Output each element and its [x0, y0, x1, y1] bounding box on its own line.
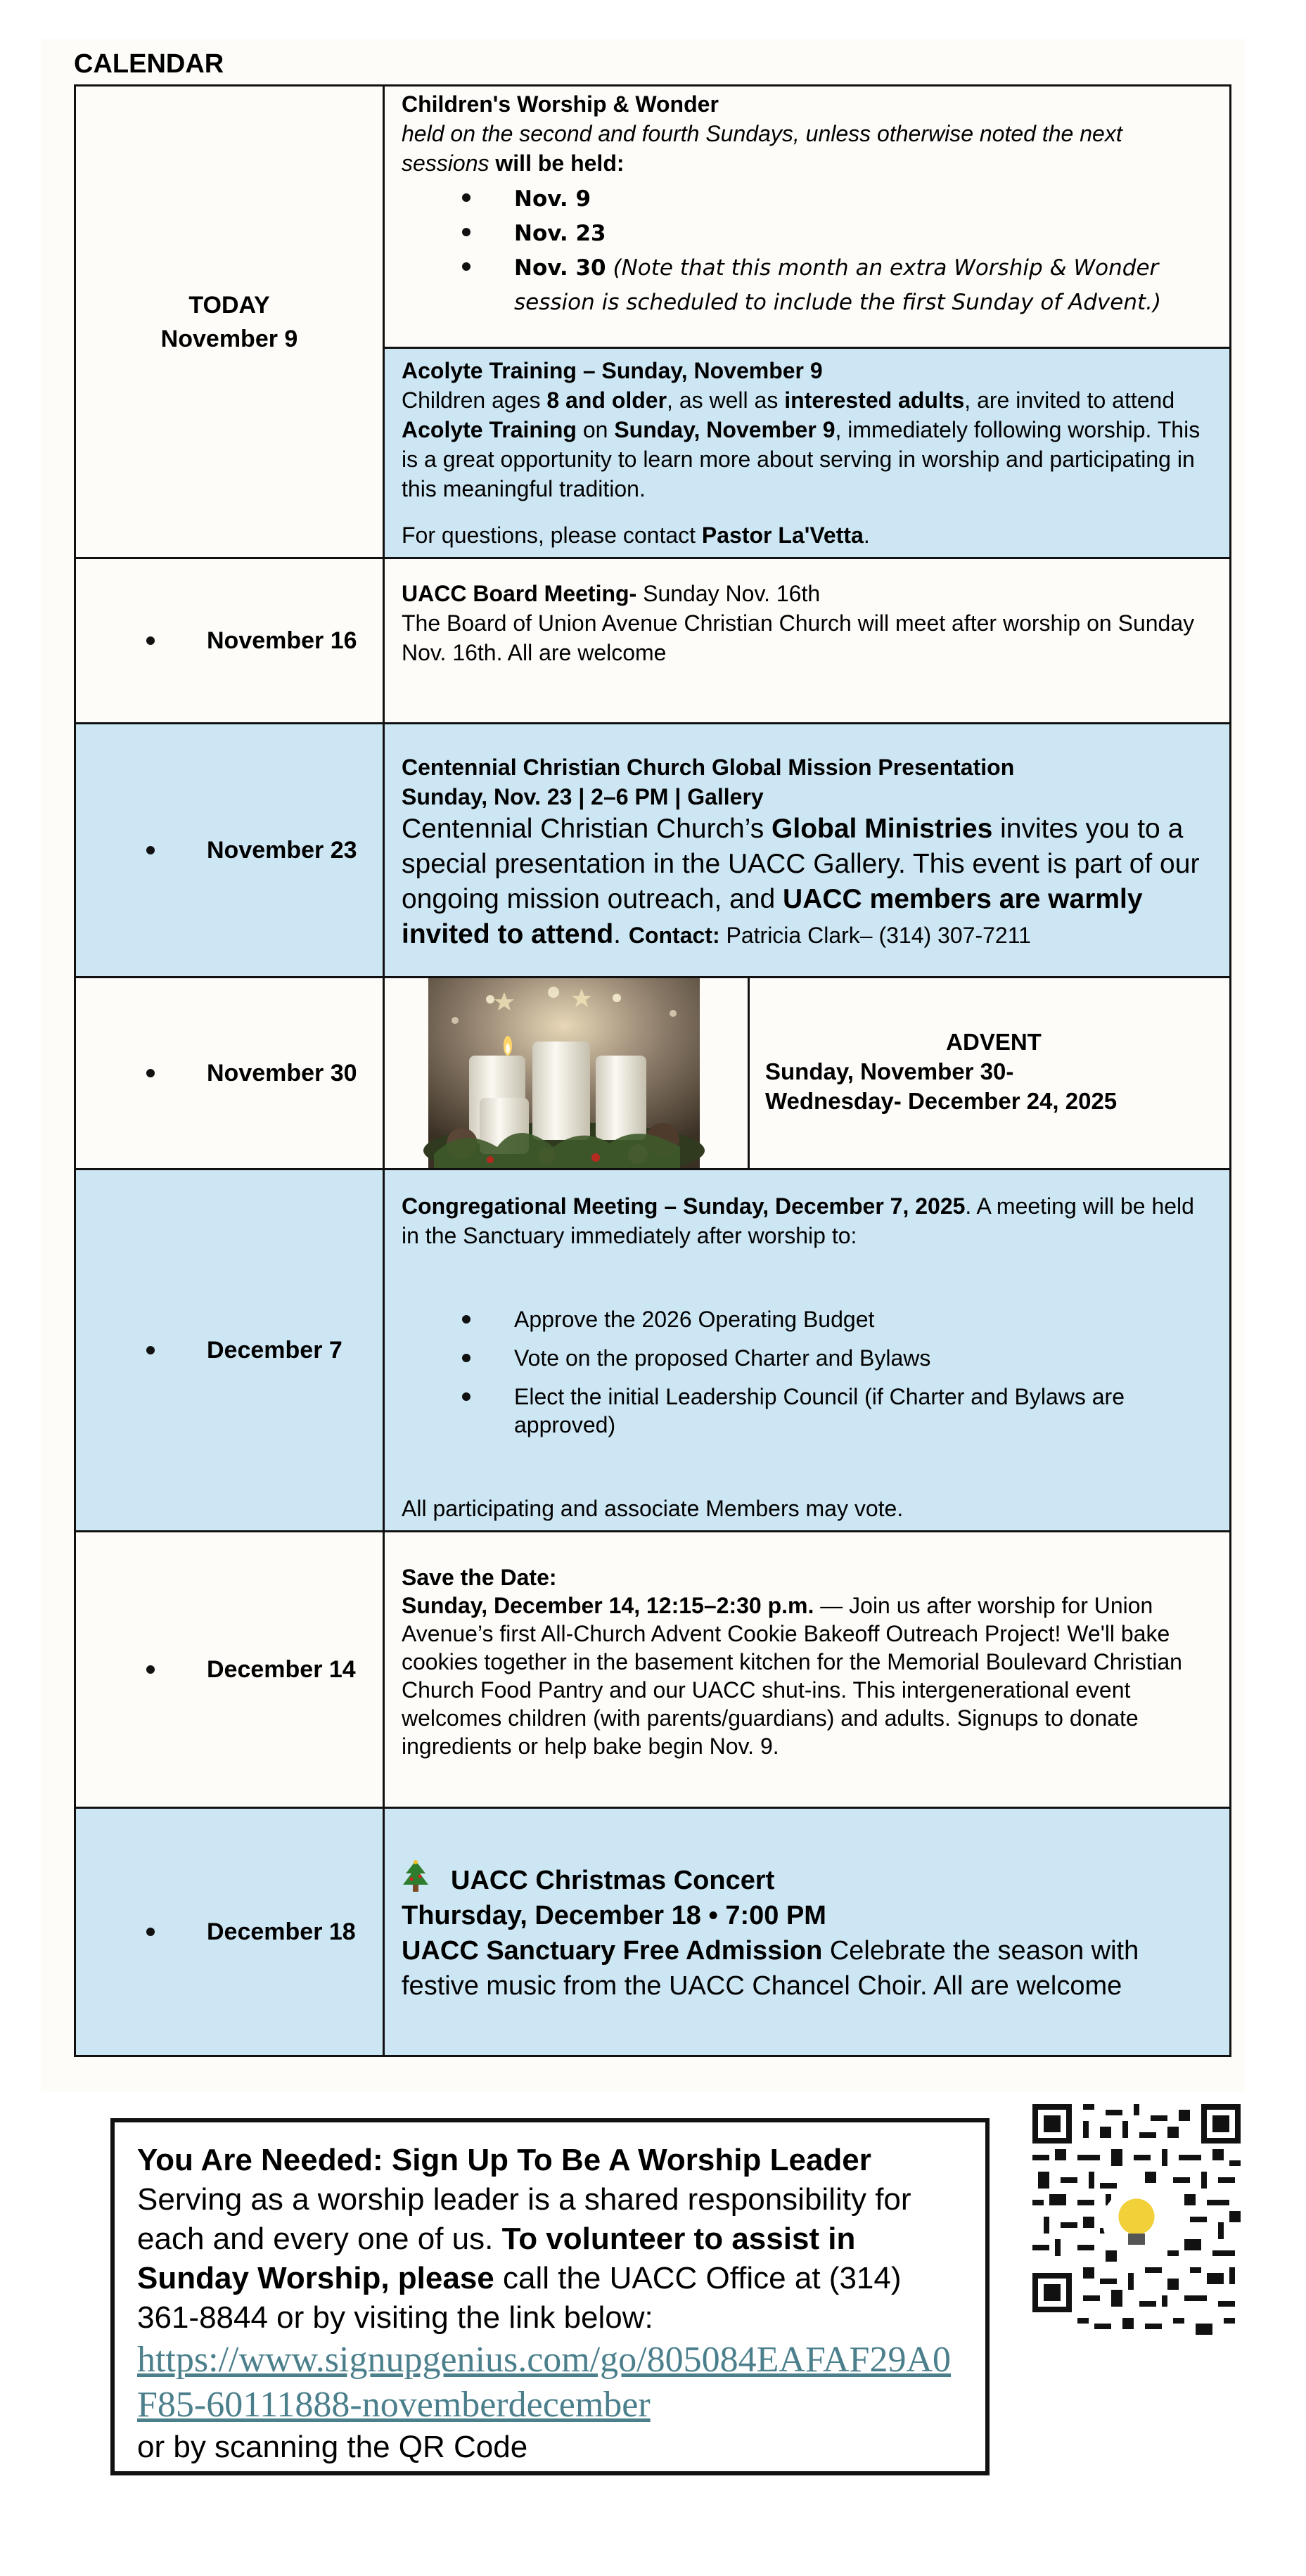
date-cell-nov30 [75, 978, 384, 1170]
concert-body: UACC Sanctuary Free Admission Celebrate the season with festive music from the UACC Chancel Choir. All are welcome [402, 1936, 1139, 2001]
bakeoff-title: Save the Date: [402, 1565, 557, 1590]
advent-candles-icon [385, 978, 748, 1168]
date-cell-nov23 [75, 724, 384, 978]
bakeoff-body: Sunday, December 14, 12:15–2:30 p.m. — Join us after worship for Union Avenue’s first All-Church Advent Cookie Bakeoff Outreach Project! We'll bake cookies together in the basement kitchen for the Memorial Boulevard Christian Church Food Pantry and our UACC shut-ins. This intergenerational event welcomes children (with parents/guardians) and adults. Signups to donate ingredients or help bake begin Nov. 9. [402, 1593, 1182, 1759]
date-label: December 18 [207, 1918, 356, 1945]
concert-when: Thursday, December 18 • 7:00 PM [402, 1901, 826, 1930]
event-congregational-meeting [384, 1170, 1231, 1532]
date-label: December 7 [207, 1336, 342, 1364]
list-item: Vote on the proposed Charter and Bylaws [402, 1344, 1211, 1372]
volunteer-title: You Are Needed: Sign Up To Be A Worship Leader [137, 2143, 871, 2177]
date-cell-dec18 [75, 1808, 384, 2056]
date-cell-today [75, 86, 384, 558]
event-christmas-concert [384, 1808, 1231, 2056]
qr-code-icon[interactable] [1032, 2103, 1241, 2342]
acolyte-title: Acolyte Training – Sunday, November 9 [402, 358, 823, 383]
list-item: Nov. 30 (Note that this month an extra Worship & Wonder session is scheduled to include the first Sunday of Advent.) [402, 251, 1211, 320]
advent-candles-image [385, 978, 749, 1168]
row-nov23 [75, 724, 1231, 978]
date-label: November 30 [207, 1059, 357, 1087]
bullet-icon [146, 1346, 155, 1354]
list-item: Nov. 9 [402, 182, 1211, 217]
meeting-footer: All participating and associate Members may vote. [402, 1496, 904, 1521]
date-cell-dec7 [75, 1170, 384, 1532]
event-global-mission [384, 724, 1231, 978]
volunteer-body: Serving as a worship leader is a shared responsibility for each and every one of us. To volunteer to assist in Sunday Worship, please call the UACC Office at (314) 361-8844 or by visiting the link below: [137, 2182, 911, 2335]
row-dec14 [75, 1532, 1231, 1808]
worship-title: Children's Worship & Wonder [402, 91, 719, 117]
row-today [75, 86, 1231, 348]
mission-body: Centennial Christian Church’s Global Ministries invites you to a special presentation in the UACC Gallery. This event is part of our ongoing mission outreach, and UACC members are warmly invited to attend. Contact: Patricia Clark– (314) 307-7211 [402, 814, 1200, 949]
list-item: Approve the 2026 Operating Budget [402, 1305, 1211, 1333]
board-title-date: Sunday Nov. 16th [636, 581, 821, 606]
calendar-heading: CALENDAR [74, 49, 224, 79]
event-cookie-bakeoff [384, 1532, 1231, 1808]
signup-link[interactable]: https://www.signupgenius.com/go/805084EAFAF29A0F85-60111888-novemberdecember [137, 2340, 952, 2425]
bullet-icon [146, 1665, 155, 1674]
event-board-meeting [384, 558, 1231, 724]
board-body: The Board of Union Avenue Christian Church will meet after worship on Sunday Nov. 16th. All are welcome [402, 610, 1195, 665]
bullet-icon [146, 1069, 155, 1077]
advent-text [749, 978, 1230, 1168]
date-label: December 14 [207, 1655, 356, 1683]
mission-subtitle: Sunday, Nov. 23 | 2–6 PM | Gallery [402, 784, 764, 809]
date-cell-nov16 [75, 558, 384, 724]
meeting-intro: Congregational Meeting – Sunday, December 7, 2025. A meeting will be held in the Sanctuary immediately after worship to: [402, 1193, 1194, 1248]
date-label: November 16 [207, 627, 357, 654]
event-worship-wonder [384, 86, 1231, 348]
acolyte-contact: For questions, please contact Pastor La'Vetta. [402, 523, 870, 548]
list-item: Elect the initial Leadership Council (if Charter and Bylaws are approved) [402, 1383, 1211, 1439]
date-label: November 23 [207, 836, 357, 864]
volunteer-box [110, 2118, 990, 2475]
event-acolyte-training [384, 348, 1231, 558]
bullet-icon [146, 1928, 155, 1936]
advent-title: ADVENT [946, 1029, 1042, 1055]
advent-end: Wednesday- December 24, 2025 [765, 1088, 1118, 1114]
calendar-table [74, 84, 1231, 2057]
event-advent [384, 978, 1231, 1170]
date-cell-dec14 [75, 1532, 384, 1808]
advent-start: Sunday, November 30- [765, 1058, 1014, 1084]
row-dec7 [75, 1170, 1231, 1532]
row-nov30 [75, 978, 1231, 1170]
christmas-tree-icon [402, 1859, 430, 1895]
board-title: UACC Board Meeting- [402, 581, 637, 606]
worship-intro-bold: will be held: [489, 150, 625, 176]
list-item: Nov. 23 [402, 217, 1211, 251]
acolyte-body: Children ages 8 and older, as well as interested adults, are invited to attend Acolyte Training on Sunday, November 9, immediately following worship. This is a great opportunity to learn more about serving in worship and participating in this meaningful tradition. [402, 387, 1201, 501]
bullet-icon [146, 636, 155, 645]
worship-intro: held on the second and fourth Sundays, unless otherwise noted the next sessions [402, 121, 1122, 176]
worship-note: (Note that this month an extra Worship & Wonder session is scheduled to include the first Sunday of Advent.) [514, 255, 1162, 315]
row-dec18 [75, 1808, 1231, 2056]
today-date: November 9 [160, 325, 298, 352]
row-nov16 [75, 558, 1231, 724]
concert-title: UACC Christmas Concert [451, 1866, 775, 1895]
volunteer-footer: or by scanning the QR Code [137, 2430, 528, 2464]
today-label: TODAY [188, 291, 270, 319]
bullet-icon [146, 846, 155, 854]
mission-title: Centennial Christian Church Global Mission Presentation [402, 755, 1015, 780]
